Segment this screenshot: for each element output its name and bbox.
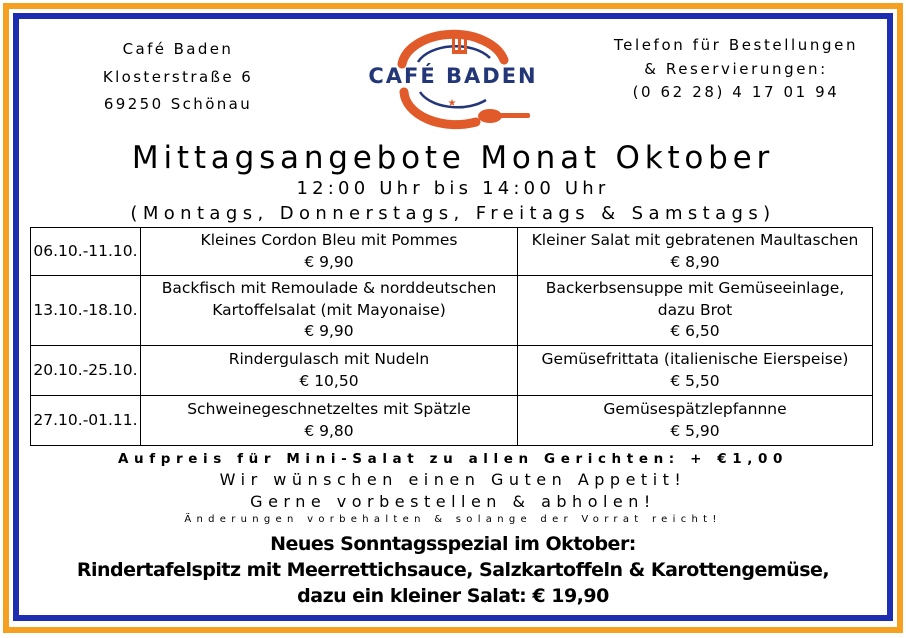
special-dish: Rindertafelspitz mit Meerrettichsauce, Salzkartoffeln & Karottengemüse, — [76, 559, 830, 581]
phone-number: (0 62 28) 4 17 01 94 — [632, 83, 840, 101]
phone-label-2: & Reservierungen: — [644, 59, 828, 78]
dish-name: Schweinegeschnetzeltes mit Spätzle — [187, 400, 471, 418]
dish-price: € 8,90 — [670, 252, 720, 271]
dish-cell — [518, 396, 873, 446]
dish-price: € 10,50 — [299, 371, 359, 390]
dish-cell — [518, 228, 873, 276]
opening-days: (Montags, Donnerstags, Freitags & Samstags) — [130, 203, 776, 224]
salad-surcharge-note: Aufpreis für Mini-Salat zu allen Gerichten: + €1,00 — [117, 451, 788, 467]
dish-cell — [141, 276, 518, 346]
dish-name: Backfisch mit Remoulade & norddeutschen — [161, 279, 497, 298]
dish-price: € 5,50 — [670, 371, 720, 390]
page-title: Mittagsangebote Monat Oktober — [131, 140, 775, 176]
svg-text:★: ★ — [447, 98, 457, 109]
dish-price: € 6,50 — [670, 322, 720, 341]
address-block — [82, 36, 274, 119]
dish-cell — [141, 228, 518, 276]
appetite-wish: Wir wünschen einen Guten Appetit! — [219, 470, 687, 489]
street: Klosterstraße 6 — [102, 67, 254, 86]
disclaimer: Änderungen vorbehalten & solange der Vorrat reicht! — [184, 514, 722, 525]
dish-cell — [518, 346, 873, 396]
dish-price: € 9,90 — [304, 322, 354, 341]
city: 69250 Schönau — [103, 95, 253, 113]
preorder-note: Gerne vorbestellen & abholen! — [250, 492, 656, 511]
dish-name: Kleines Cordon Bleu mit Pommes — [200, 231, 458, 249]
table-row — [31, 276, 873, 346]
cafe-name: Café Baden — [122, 40, 234, 58]
week-date: 06.10.-11.10. — [31, 228, 141, 276]
special-price: dazu ein kleiner Salat: € 19,90 — [297, 585, 609, 607]
menu-table — [30, 227, 873, 446]
phone-label: Telefon für Bestellungen — [613, 36, 859, 54]
dish-name-line2: dazu Brot — [657, 300, 733, 319]
week-date: 20.10.-25.10. — [31, 346, 141, 396]
table-row — [31, 346, 873, 396]
week-date: 13.10.-18.10. — [31, 276, 141, 346]
logo-text: CAFÉ BADEN — [368, 64, 538, 88]
dish-name: Gemüsespätzlepfannne — [603, 400, 787, 418]
dish-cell — [141, 346, 518, 396]
dish-price: € 9,90 — [304, 252, 354, 271]
dish-name: Gemüsefrittata (italienische Eierspeise) — [541, 350, 849, 368]
table-row — [31, 228, 873, 276]
dish-name: Backerbsensuppe mit Gemüseeinlage, — [545, 279, 845, 298]
dish-cell — [518, 276, 873, 346]
phone-block — [592, 34, 880, 105]
dish-cell — [141, 396, 518, 446]
dish-name: Rindergulasch mit Nudeln — [228, 350, 430, 368]
special-heading: Neues Sonntagsspezial im Oktober: — [270, 533, 636, 555]
dish-name-line2: Kartoffelsalat (mit Mayonaise) — [212, 300, 446, 319]
cafe-logo — [340, 26, 566, 130]
opening-hours: 12:00 Uhr bis 14:00 Uhr — [296, 178, 610, 199]
table-row — [31, 396, 873, 446]
dish-price: € 5,90 — [670, 421, 720, 440]
dish-name: Kleiner Salat mit gebratenen Maultaschen — [531, 231, 859, 249]
dish-price: € 9,80 — [304, 421, 354, 440]
week-date: 27.10.-01.11. — [31, 396, 141, 446]
sunday-special — [0, 531, 906, 609]
